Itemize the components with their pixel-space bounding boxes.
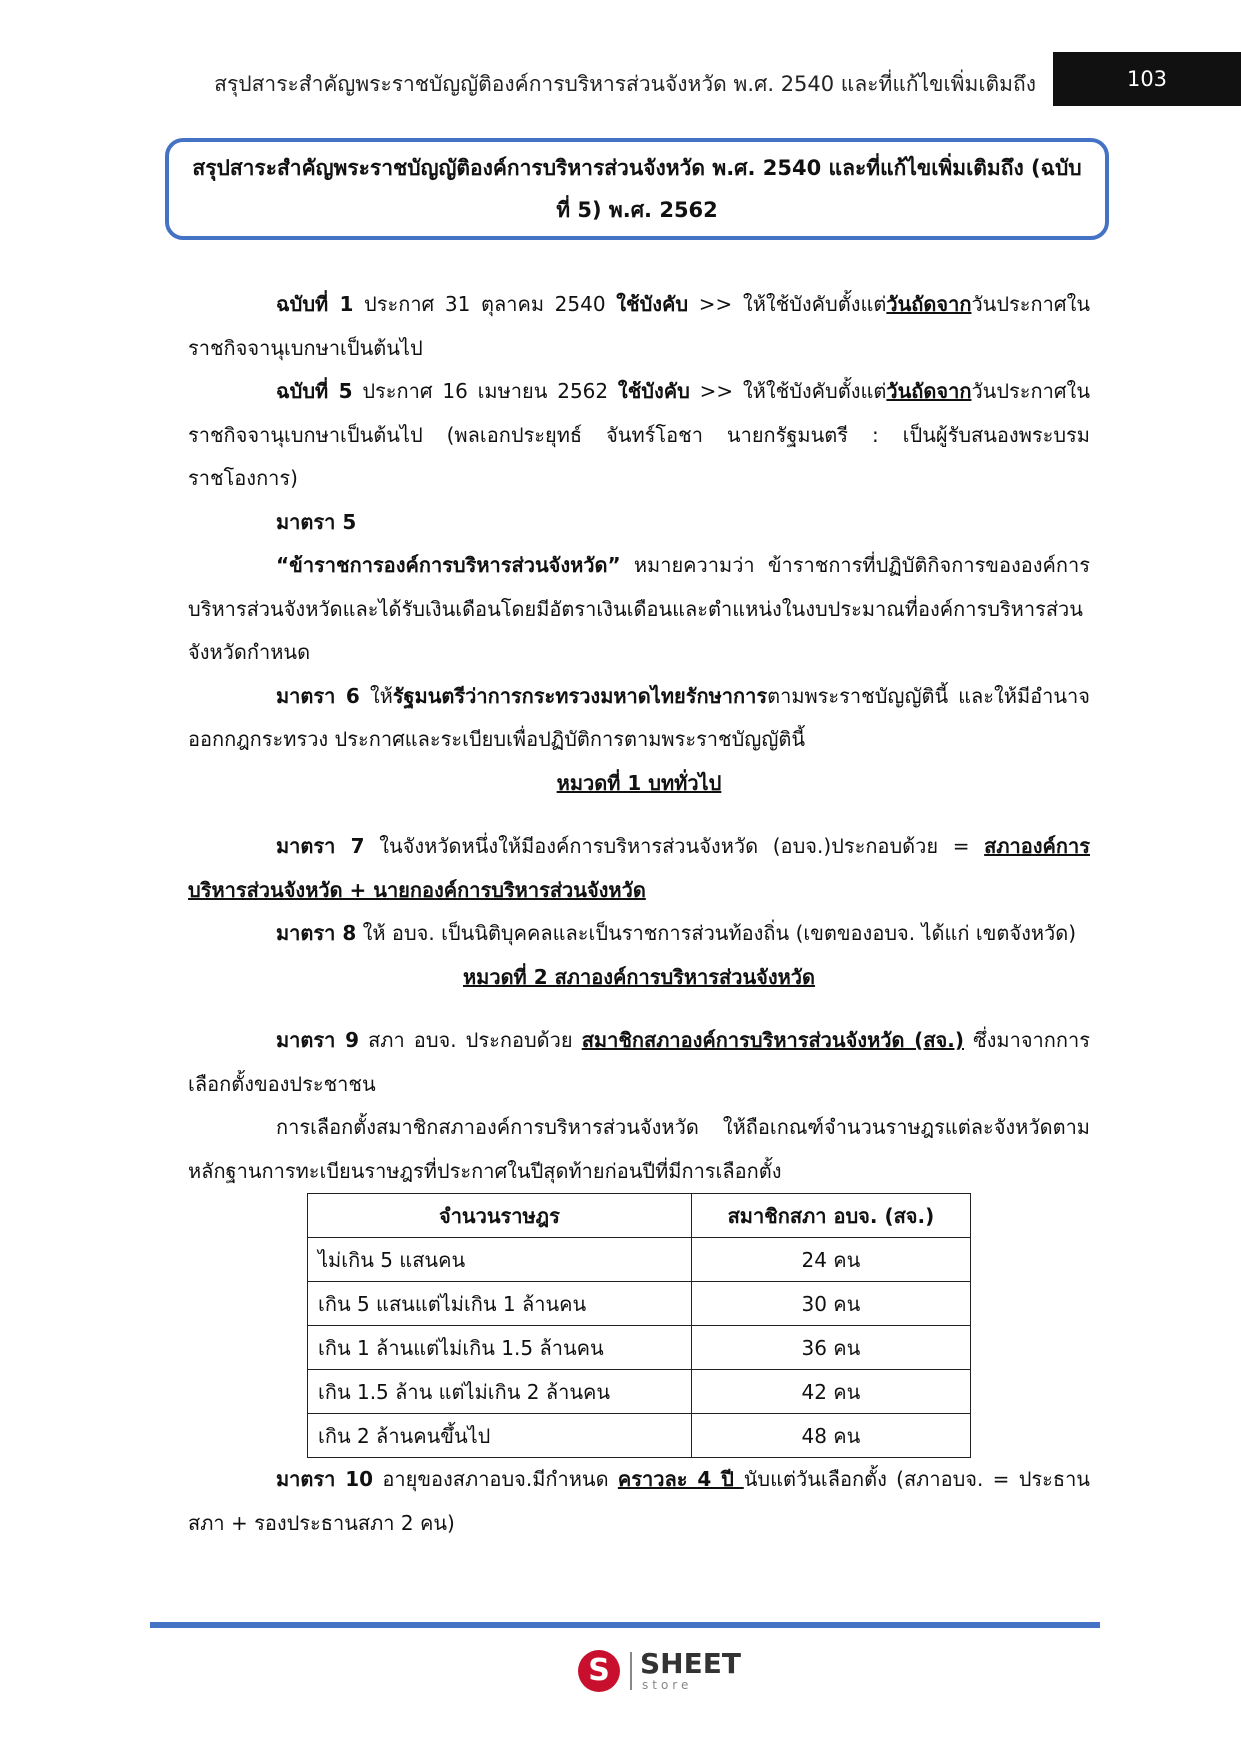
section-10-text-c: นับแต่วันเลือกตั้ง (สภาอบจ. = ประธานสภา + รองประธานสภา 2 คน) (188, 1467, 1090, 1535)
members-cell: 24 คน (691, 1238, 970, 1282)
table-row (308, 1370, 971, 1414)
section-7-label: มาตรา 7 (276, 834, 365, 858)
section-6-text-a: ให้ (359, 683, 393, 708)
section-10-text-a: อายุของสภาอบจ.มีกำหนด (373, 1467, 618, 1491)
chapter-2-heading (188, 956, 1090, 1000)
section-7-text: ในจังหวัดหนึ่งให้มีองค์การบริหารส่วนจังหวัด (อบจ.)ประกอบด้วย = (364, 834, 985, 858)
section-10-emphasis: คราวละ 4 ปี (617, 1467, 744, 1491)
table-row (308, 1326, 971, 1370)
edition-1-label: ฉบับที่ 1 (276, 292, 354, 316)
section-5-label (188, 501, 1090, 545)
section-6-text-c: ตามพระราชบัญญัตินี้ และให้มีอำนาจออกกฎกระทรวง ประกาศและระเบียบเพื่อปฏิบัติการตามพระราชบัญญัตินี้ (188, 683, 1090, 751)
population-cell: เกิน 1 ล้านแต่ไม่เกิน 1.5 ล้านคน (308, 1326, 692, 1370)
table-header-population: จำนวนราษฎร (308, 1194, 692, 1238)
population-cell: เกิน 5 แสนแต่ไม่เกิน 1 ล้านคน (308, 1282, 692, 1326)
section-10-label: มาตรา 10 (276, 1467, 374, 1491)
section-7-paragraph (188, 825, 1090, 912)
section-9-text-c: ซึ่งมาจากการเลือกตั้งของประชาชน (188, 1028, 1090, 1096)
edition-5-date: ประกาศ 16 เมษายน 2562 (352, 379, 618, 403)
table-row (308, 1282, 971, 1326)
section-9-text-a: สภา อบจ. ประกอบด้วย (359, 1028, 582, 1052)
document-title-box (165, 138, 1109, 240)
section-10-paragraph (188, 1458, 1090, 1545)
edition-1-rest: วันประกาศในราชกิจจานุเบกษาเป็นต้นไป (188, 292, 1091, 360)
table-row (308, 1414, 971, 1458)
population-cell: ไม่เกิน 5 แสนคน (308, 1238, 692, 1282)
document-body (188, 283, 1090, 1545)
edition-5-text: >> ให้ใช้บังคับตั้งแต่ (689, 379, 887, 403)
sheet-store-logo (578, 1648, 746, 1694)
population-table (307, 1193, 971, 1458)
chapter-1-heading (188, 762, 1090, 806)
edition-5-rest: วันประกาศในราชกิจจานุเบกษาเป็นต้นไป (พลเอกประยุทธ์ จันทร์โอชา นายกรัฐมนตรี : เป็นผู้รับสนองพระบรมราชโองการ) (188, 379, 1090, 490)
logo-wordmark: SHEET (640, 1647, 741, 1680)
edition-1-text: >> ให้ใช้บังคับตั้งแต่ (688, 292, 887, 316)
section-9-emphasis: สมาชิกสภาองค์การบริหารส่วนจังหวัด (สจ.) (581, 1028, 964, 1052)
section-9-label: มาตรา 9 (276, 1028, 359, 1052)
chapter-2-title: หมวดที่ 2 สภาองค์การบริหารส่วนจังหวัด (462, 964, 816, 989)
edition-5-label: ฉบับที่ 5 (276, 379, 353, 403)
edition-5-enforce: ใช้บังคับ (617, 379, 690, 403)
section-7-emphasis: สภาองค์การบริหารส่วนจังหวัด + นายกองค์การบริหารส่วนจังหวัด (188, 834, 1090, 902)
section-5-heading: มาตรา 5 (276, 509, 357, 534)
section-5-paragraph (188, 544, 1090, 675)
population-cell: เกิน 1.5 ล้าน แต่ไม่เกิน 2 ล้านคน (308, 1370, 692, 1414)
table-header-row (308, 1194, 971, 1238)
section-6-label: มาตรา 6 (276, 683, 360, 708)
section-5-term: “ข้าราชการองค์การบริหารส่วนจังหวัด” (276, 553, 621, 577)
section-9-paragraph-2: การเลือกตั้งสมาชิกสภาองค์การบริหารส่วนจังหวัด ให้ถือเกณฑ์จำนวนราษฎรแต่ละจังหวัดตามหลักฐานการทะเบียนราษฎรที่ประกาศในปีสุดท้ายก่อนปีที่มีการเลือกตั้ง (188, 1115, 1090, 1183)
members-cell: 42 คน (691, 1370, 970, 1414)
document-title: สรุปสาระสำคัญพระราชบัญญัติองค์การบริหารส่วนจังหวัด พ.ศ. 2540 และที่แก้ไขเพิ่มเติมถึง (ฉบับที่ 5) พ.ศ. 2562 (192, 156, 1082, 222)
section-8-label: มาตรา 8 (276, 921, 357, 945)
edition-1-date: ประกาศ 31 ตุลาคม 2540 (353, 292, 617, 316)
edition-5-paragraph (188, 370, 1090, 501)
section-5-text: หมายความว่า ข้าราชการที่ปฏิบัติกิจการขององค์การบริหารส่วนจังหวัดและได้รับเงินเดือนโดยมีอัตราเงินเดือนและตำแหน่งในงบประมาณที่องค์การบริหารส่วนจังหวัดกำหนด (188, 553, 1090, 664)
edition-1-enforce: ใช้บังคับ (616, 292, 689, 316)
section-6-emphasis: รัฐมนตรีว่าการกระทรวงมหาดไทยรักษาการ (392, 683, 768, 708)
members-cell: 48 คน (691, 1414, 970, 1458)
page-number: 103 (1053, 52, 1241, 106)
table-header-members: สมาชิกสภา อบจ. (สจ.) (691, 1194, 970, 1238)
running-header (0, 52, 1241, 106)
section-9-paragraph (188, 1019, 1090, 1106)
section-8-text: ให้ อบจ. เป็นนิติบุคคลและเป็นราชการส่วนท้องถิ่น (เขตของอบจ. ได้แก่ เขตจังหวัด) (356, 921, 1077, 945)
running-title: สรุปสาระสำคัญพระราชบัญญัติองค์การบริหารส่วนจังหวัด พ.ศ. 2540 และที่แก้ไขเพิ่มเติมถึง (214, 72, 1036, 96)
spacer (188, 999, 1090, 1019)
edition-1-paragraph (188, 283, 1090, 370)
spacer (188, 805, 1090, 825)
members-cell: 30 คน (691, 1282, 970, 1326)
footer-divider (150, 1622, 1100, 1628)
logo-mark-icon: S (578, 1650, 620, 1692)
edition-5-emphasis: วันถัดจาก (886, 379, 972, 403)
chapter-1-title: หมวดที่ 1 บททั่วไป (556, 770, 722, 795)
table-row (308, 1238, 971, 1282)
population-cell: เกิน 2 ล้านคนขึ้นไป (308, 1414, 692, 1458)
section-6-paragraph (188, 675, 1090, 762)
members-cell: 36 คน (691, 1326, 970, 1370)
logo-separator (630, 1652, 632, 1690)
logo-subtext: store (642, 1678, 693, 1692)
section-8-paragraph (188, 912, 1090, 956)
edition-1-emphasis: วันถัดจาก (886, 292, 972, 316)
